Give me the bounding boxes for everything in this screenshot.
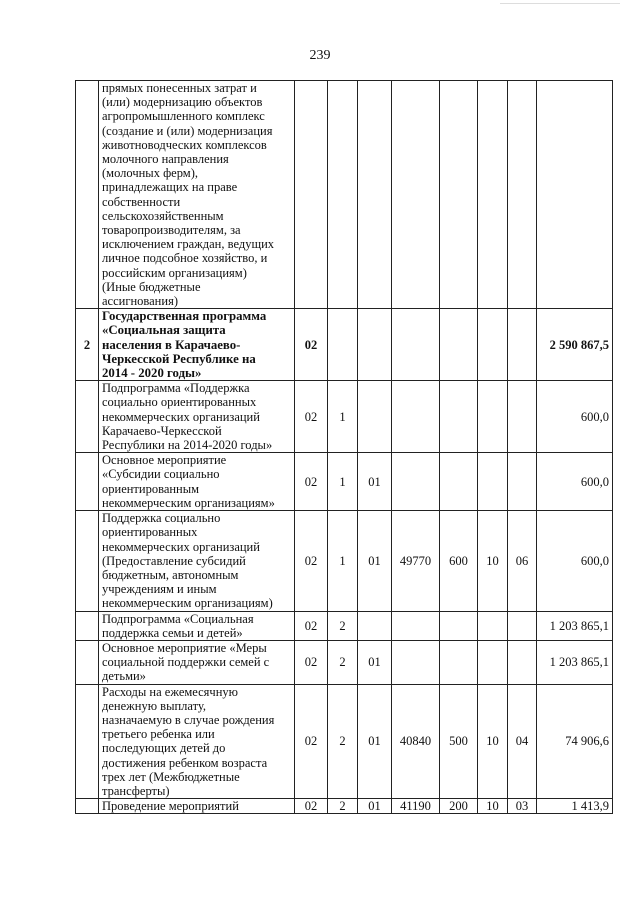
description-line: ориентированных [102,525,198,540]
description-line: третьего ребенка или [102,727,215,742]
code-cell-6 [478,309,508,381]
table-row [76,611,613,640]
code-cell-1: 02 [295,381,328,453]
description-line: личное подсобное хозяйство, и [102,251,268,266]
description-line: Основное мероприятие «Меры [102,640,267,655]
description-line: исключением граждан, ведущих [102,237,275,252]
description-line: Проведение мероприятий [102,799,239,814]
code-cell-4 [392,81,440,309]
code-cell-7 [508,81,537,309]
code-cell-6: 10 [478,511,508,611]
table-row [76,81,613,309]
code-cell-2: 2 [328,799,358,814]
description-line: социально ориентированных [102,395,257,410]
description-cell [99,511,295,611]
description-line: 2014 - 2020 годы» [102,366,202,381]
code-cell-4: 40840 [392,684,440,799]
code-cell-6 [478,81,508,309]
code-cell-2: 1 [328,453,358,511]
description-line: Поддержка социально [102,511,221,526]
code-cell-2: 2 [328,640,358,684]
description-line: Республики на 2014-2020 годы» [102,438,273,453]
description-line: Основное мероприятие [102,453,227,468]
description-line: бюджетным, автономным [102,567,239,582]
code-cell-1: 02 [295,511,328,611]
description-line: ориентированным [102,481,200,496]
row-number-cell [76,799,99,814]
description-line: молочного направления [102,152,229,167]
row-number-cell [76,81,99,309]
amount-cell: 1 413,9 [537,799,613,814]
amount-cell: 600,0 [537,381,613,453]
table-row [76,640,613,684]
table-row [76,511,613,611]
code-cell-6 [478,381,508,453]
description-line: последующих детей до [102,741,226,756]
code-cell-4 [392,640,440,684]
description-line: агропромышленного комплекс [102,109,265,124]
description-line: животноводческих комплексов [102,137,267,152]
code-cell-4 [392,453,440,511]
description-cell [99,309,295,381]
description-cell [99,799,295,814]
code-cell-3: 01 [358,684,392,799]
row-number-cell [76,381,99,453]
code-cell-7 [508,640,537,684]
code-cell-3 [358,81,392,309]
code-cell-2: 1 [328,381,358,453]
description-line: назначаемую в случае рождения [102,712,275,727]
code-cell-4: 41190 [392,799,440,814]
description-line: «Субсидии социально [102,467,220,482]
code-cell-6: 10 [478,684,508,799]
description-line: «Социальная защита [102,323,226,338]
code-cell-7 [508,309,537,381]
description-line: денежную выплату, [102,698,207,713]
description-line: Расходы на ежемесячную [102,684,238,699]
table-row [76,381,613,453]
code-cell-7: 03 [508,799,537,814]
description-line: (или) модернизацию объектов [102,95,263,110]
budget-table [75,80,613,814]
table-row [76,799,613,814]
code-cell-5 [440,81,478,309]
table-row [76,309,613,381]
code-cell-7: 06 [508,511,537,611]
description-line: достижения ребенком возраста [102,755,268,770]
code-cell-3: 01 [358,511,392,611]
code-cell-1: 02 [295,799,328,814]
code-cell-5 [440,640,478,684]
description-line: некоммерческим организациям) [102,596,273,611]
code-cell-6 [478,611,508,640]
budget-table-body [76,81,613,814]
description-line: принадлежащих на праве [102,180,238,195]
row-number-cell [76,611,99,640]
code-cell-5: 500 [440,684,478,799]
code-cell-5 [440,309,478,381]
code-cell-4: 49770 [392,511,440,611]
description-cell [99,611,295,640]
row-number-cell [76,640,99,684]
code-cell-7 [508,611,537,640]
page-number: 239 [309,48,331,63]
row-number-cell [76,511,99,611]
code-cell-7 [508,453,537,511]
code-cell-1 [295,81,328,309]
code-cell-1: 02 [295,453,328,511]
code-cell-3 [358,309,392,381]
code-cell-5 [440,453,478,511]
code-cell-4 [392,381,440,453]
description-line: собственности [102,194,181,209]
description-line: Карачаево-Черкесской [102,423,222,438]
description-line: (создание и (или) модернизация [102,123,273,138]
amount-cell: 600,0 [537,453,613,511]
description-cell [99,381,295,453]
code-cell-3: 01 [358,640,392,684]
description-line: Государственная программа [102,309,267,324]
code-cell-1: 02 [295,640,328,684]
description-line: трансферты) [102,783,170,798]
code-cell-5: 600 [440,511,478,611]
amount-cell: 1 203 865,1 [537,640,613,684]
code-cell-2 [328,309,358,381]
code-cell-7 [508,381,537,453]
description-line: российским организациям) [102,265,247,280]
table-row [76,453,613,511]
description-line: детьми» [102,669,146,684]
code-cell-4 [392,611,440,640]
description-line: ассигнования) [102,294,178,309]
code-cell-3 [358,381,392,453]
description-line: поддержка семьи и детей» [102,625,243,640]
code-cell-7: 04 [508,684,537,799]
amount-cell: 2 590 867,5 [537,309,613,381]
code-cell-3: 01 [358,453,392,511]
description-line: некоммерческих организаций [102,409,260,424]
amount-cell: 74 906,6 [537,684,613,799]
code-cell-6: 10 [478,799,508,814]
code-cell-2: 2 [328,611,358,640]
code-cell-6 [478,453,508,511]
code-cell-3: 01 [358,799,392,814]
description-line: Подпрограмма «Социальная [102,611,254,626]
row-number-cell [76,684,99,799]
description-line: некоммерческим организациям» [102,495,275,510]
amount-cell [537,81,613,309]
description-line: (молочных ферм), [102,166,198,181]
description-line: учреждениям и иным [102,582,217,597]
amount-cell: 600,0 [537,511,613,611]
code-cell-3 [358,611,392,640]
description-cell [99,640,295,684]
description-line: прямых понесенных затрат и [102,81,257,95]
code-cell-4 [392,309,440,381]
code-cell-5: 200 [440,799,478,814]
table-row [76,684,613,799]
description-line: сельскохозяйственным [102,208,224,223]
code-cell-2: 1 [328,511,358,611]
description-line: (Иные бюджетные [102,279,201,294]
description-line: товаропроизводителям, за [102,223,241,238]
code-cell-6 [478,640,508,684]
description-cell [99,81,295,309]
code-cell-1: 02 [295,611,328,640]
code-cell-2 [328,81,358,309]
code-cell-5 [440,381,478,453]
description-cell [99,453,295,511]
description-cell [99,684,295,799]
row-number-cell [76,453,99,511]
code-cell-1: 02 [295,309,328,381]
description-line: некоммерческих организаций [102,539,260,554]
amount-cell: 1 203 865,1 [537,611,613,640]
description-line: Черкесской Республике на [102,351,256,366]
scan-artifact-line [500,3,620,4]
code-cell-1: 02 [295,684,328,799]
row-number-cell: 2 [76,309,99,381]
description-line: социальной поддержки семей с [102,655,270,670]
description-line: населения в Карачаево- [102,337,241,352]
description-line: трех лет (Межбюджетные [102,769,240,784]
description-line: (Предоставление субсидий [102,553,246,568]
code-cell-2: 2 [328,684,358,799]
description-line: Подпрограмма «Поддержка [102,381,250,396]
code-cell-5 [440,611,478,640]
